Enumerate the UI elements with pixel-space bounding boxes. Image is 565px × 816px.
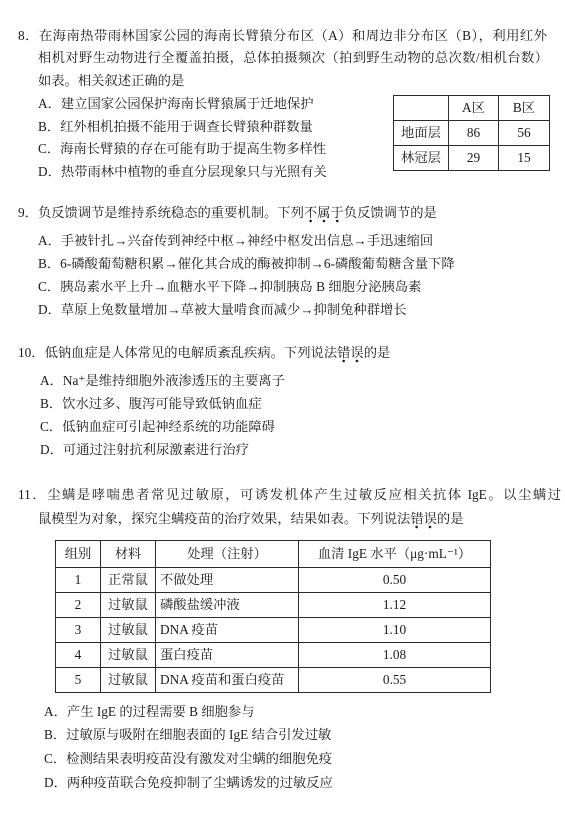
treatment-cell: DNA 疫苗和蛋白疫苗 xyxy=(156,668,299,693)
table-row xyxy=(56,668,491,693)
question-10-option-a: A．Na⁺是维持细胞外液渗透压的主要离子 xyxy=(40,372,285,388)
question-11-stem xyxy=(0,483,565,531)
table-corner-cell xyxy=(394,96,449,121)
question-10-text xyxy=(0,341,565,461)
group-cell: 5 xyxy=(56,668,101,693)
question-11-stem-text: 的是 xyxy=(436,510,464,526)
table-cell: 56 xyxy=(499,121,550,146)
question-10-stem-text: 10．低钠血症是人体常见的电解质紊乱疾病。下列说法 xyxy=(18,344,338,360)
table-row xyxy=(394,121,550,146)
table-header-cell: A区 xyxy=(449,96,499,121)
question-9-stem-text: 9．负反馈调节是维持系统稳态的重要机制。下列 xyxy=(18,204,304,220)
material-cell: 过敏鼠 xyxy=(101,668,156,693)
question-9-option-c: C．胰岛素水平上升→血糖水平下降→抑制胰岛 B 细胞分泌胰岛素 xyxy=(38,279,422,295)
question-11-table xyxy=(55,540,491,693)
question-11-option-a: A．产生 IgE 的过程需要 B 细胞参与 xyxy=(44,703,255,719)
table-header-cell: 处理（注射） xyxy=(156,541,299,568)
question-9-option-d: D．草原上兔数量增加→草被大量啃食而减少→抑制兔种群增长 xyxy=(38,302,407,318)
question-8-option-c: C．海南长臂猿的存在可能有助于提高生物多样性 xyxy=(38,141,327,157)
table-row xyxy=(56,593,491,618)
table-row xyxy=(56,618,491,643)
material-cell: 过敏鼠 xyxy=(101,618,156,643)
treatment-cell: 磷酸盐缓冲液 xyxy=(156,593,299,618)
question-9-option-b: B．6-磷酸葡萄糖积累→催化其合成的酶被抑制→6-磷酸葡萄糖含量下降 xyxy=(38,255,455,271)
table-row xyxy=(56,568,491,593)
question-9-text xyxy=(0,201,565,322)
table-header-cell: 血清 IgE 水平（μg·mL⁻¹） xyxy=(299,541,491,568)
group-cell: 3 xyxy=(56,618,101,643)
question-8-stem-line: 相机对野生动物进行全覆盖拍摄，总体拍摄频次（拍到野生动物的总次数/相机台数） xyxy=(38,50,548,66)
question-11-stem-line: 11．尘螨是哮喘患者常见过敏原，可诱发机体产生过敏反应相关抗体 IgE。以尘螨过 xyxy=(18,486,561,502)
question-11-option-b: B．过敏原与吸附在细胞表面的 IgE 结合引发过敏 xyxy=(44,727,332,743)
table-cell: 15 xyxy=(499,146,550,171)
table-header-cell: 组别 xyxy=(56,541,101,568)
question-10-option-d: D．可通过注射抗利尿激素进行治疗 xyxy=(40,441,250,457)
question-8-option-d: D．热带雨林中植物的垂直分层现象只与光照有关 xyxy=(38,164,327,180)
question-9-options xyxy=(0,229,565,322)
question-10-options xyxy=(0,369,565,461)
table-row xyxy=(394,146,550,171)
table-row-label: 地面层 xyxy=(394,121,449,146)
table-header-row xyxy=(394,96,550,121)
question-11-option-d: D．两种疫苗联合免疫抑制了尘螨诱发的过敏反应 xyxy=(44,774,333,790)
material-cell: 过敏鼠 xyxy=(101,643,156,668)
table-row-label: 林冠层 xyxy=(394,146,449,171)
question-11-stem-text: 鼠模型为对象，探究尘螨疫苗的治疗效果，结果如表。下列说法 xyxy=(38,510,411,526)
table-cell: 86 xyxy=(449,121,499,146)
question-8-stem-line: 如表。相关叙述正确的是 xyxy=(38,73,185,89)
question-10-option-b: B．饮水过多、腹泻可能导致低钠血症 xyxy=(40,395,262,411)
ige-level-cell: 0.55 xyxy=(299,668,491,693)
emphasis-text: 不属于 xyxy=(304,205,344,223)
emphasis-text: 错误 xyxy=(337,345,364,363)
question-9-option-a: A．手被针扎→兴奋传到神经中枢→神经中枢发出信息→手迅速缩回 xyxy=(38,232,434,248)
table-cell: 29 xyxy=(449,146,499,171)
emphasis-text: 错误 xyxy=(410,511,437,529)
treatment-cell: 蛋白疫苗 xyxy=(156,643,299,668)
group-cell: 2 xyxy=(56,593,101,618)
question-10-stem-text: 的是 xyxy=(363,344,391,360)
question-10-stem xyxy=(18,341,565,364)
question-11-options xyxy=(0,700,565,795)
ige-level-cell: 1.12 xyxy=(299,593,491,618)
material-cell: 正常鼠 xyxy=(101,568,156,593)
treatment-cell: DNA 疫苗 xyxy=(156,618,299,643)
question-11-stem-line xyxy=(38,507,565,531)
question-8-table xyxy=(393,95,550,171)
table-header-cell: 材料 xyxy=(101,541,156,568)
question-9-stem xyxy=(18,201,565,224)
ige-level-cell: 1.08 xyxy=(299,643,491,668)
material-cell: 过敏鼠 xyxy=(101,593,156,618)
treatment-cell: 不做处理 xyxy=(156,568,299,593)
question-8-stem-line: 8．在海南热带雨林国家公园的海南长臂猿分布区（A）和周边非分布区（B），利用红外 xyxy=(18,27,547,43)
ige-level-cell: 0.50 xyxy=(299,568,491,593)
question-8-option-b: B．红外相机拍摄不能用于调查长臂猿种群数量 xyxy=(38,118,313,134)
question-10-option-c: C．低钠血症可引起神经系统的功能障碍 xyxy=(40,418,275,434)
table-header-cell: B区 xyxy=(499,96,550,121)
ige-level-cell: 1.10 xyxy=(299,618,491,643)
table-header-row xyxy=(56,541,491,568)
group-cell: 4 xyxy=(56,643,101,668)
table-row xyxy=(56,643,491,668)
question-8-option-a: A．建立国家公园保护海南长臂猿属于迁地保护 xyxy=(38,95,314,111)
question-9-stem-text: 负反馈调节的是 xyxy=(343,204,437,220)
question-11-option-c: C．检测结果表明疫苗没有激发对尘螨的细胞免疫 xyxy=(44,750,333,766)
group-cell: 1 xyxy=(56,568,101,593)
